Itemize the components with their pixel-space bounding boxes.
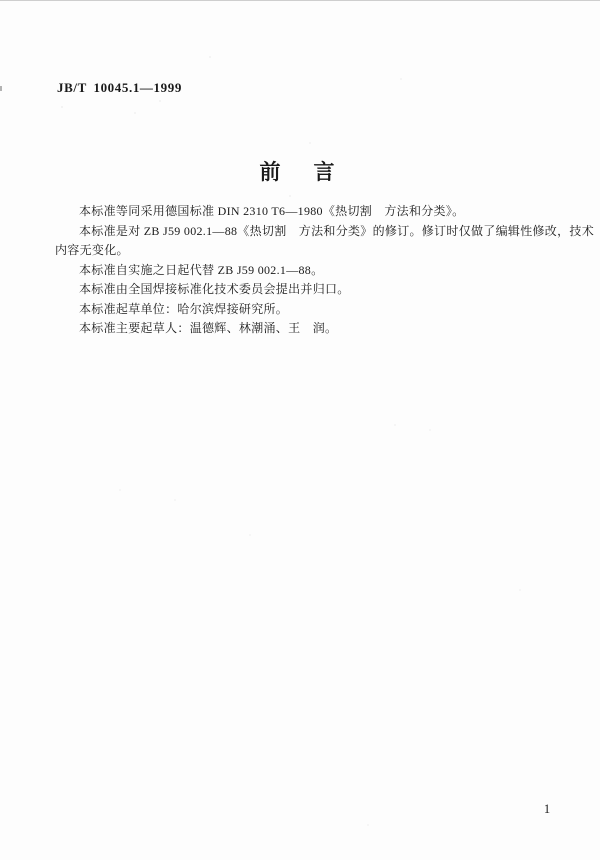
scan-edge-artifact — [0, 0, 600, 1]
standard-code-header: JB/T 10045.1—1999 — [57, 80, 182, 95]
foreword-line: 本标准自实施之日起代替 ZB J59 002.1—88。 — [79, 262, 324, 277]
foreword-line: 本标准主要起草人：温德辉、林潮涌、王 润。 — [79, 321, 338, 335]
page-number: 1 — [543, 802, 551, 816]
foreword-line: 本标准等同采用德国标准 DIN 2310 T6—1980《热切割 方法和分类》。 — [79, 204, 465, 218]
foreword-line: 本标准是对 ZB J59 002.1—88《热切割 方法和分类》的修订。修订时仅做了编辑性修改，技术 — [79, 223, 595, 238]
scan-edge-mark — [0, 86, 2, 91]
foreword-line: 本标准起草单位：哈尔滨焊接研究所。 — [79, 301, 289, 316]
foreword-line: 本标准由全国焊接标准化技术委员会提出并归口。 — [79, 282, 350, 296]
document-title: 前 言 — [259, 160, 341, 184]
foreword-line: 内容无变化。 — [55, 243, 129, 257]
foreword-body — [55, 202, 595, 339]
